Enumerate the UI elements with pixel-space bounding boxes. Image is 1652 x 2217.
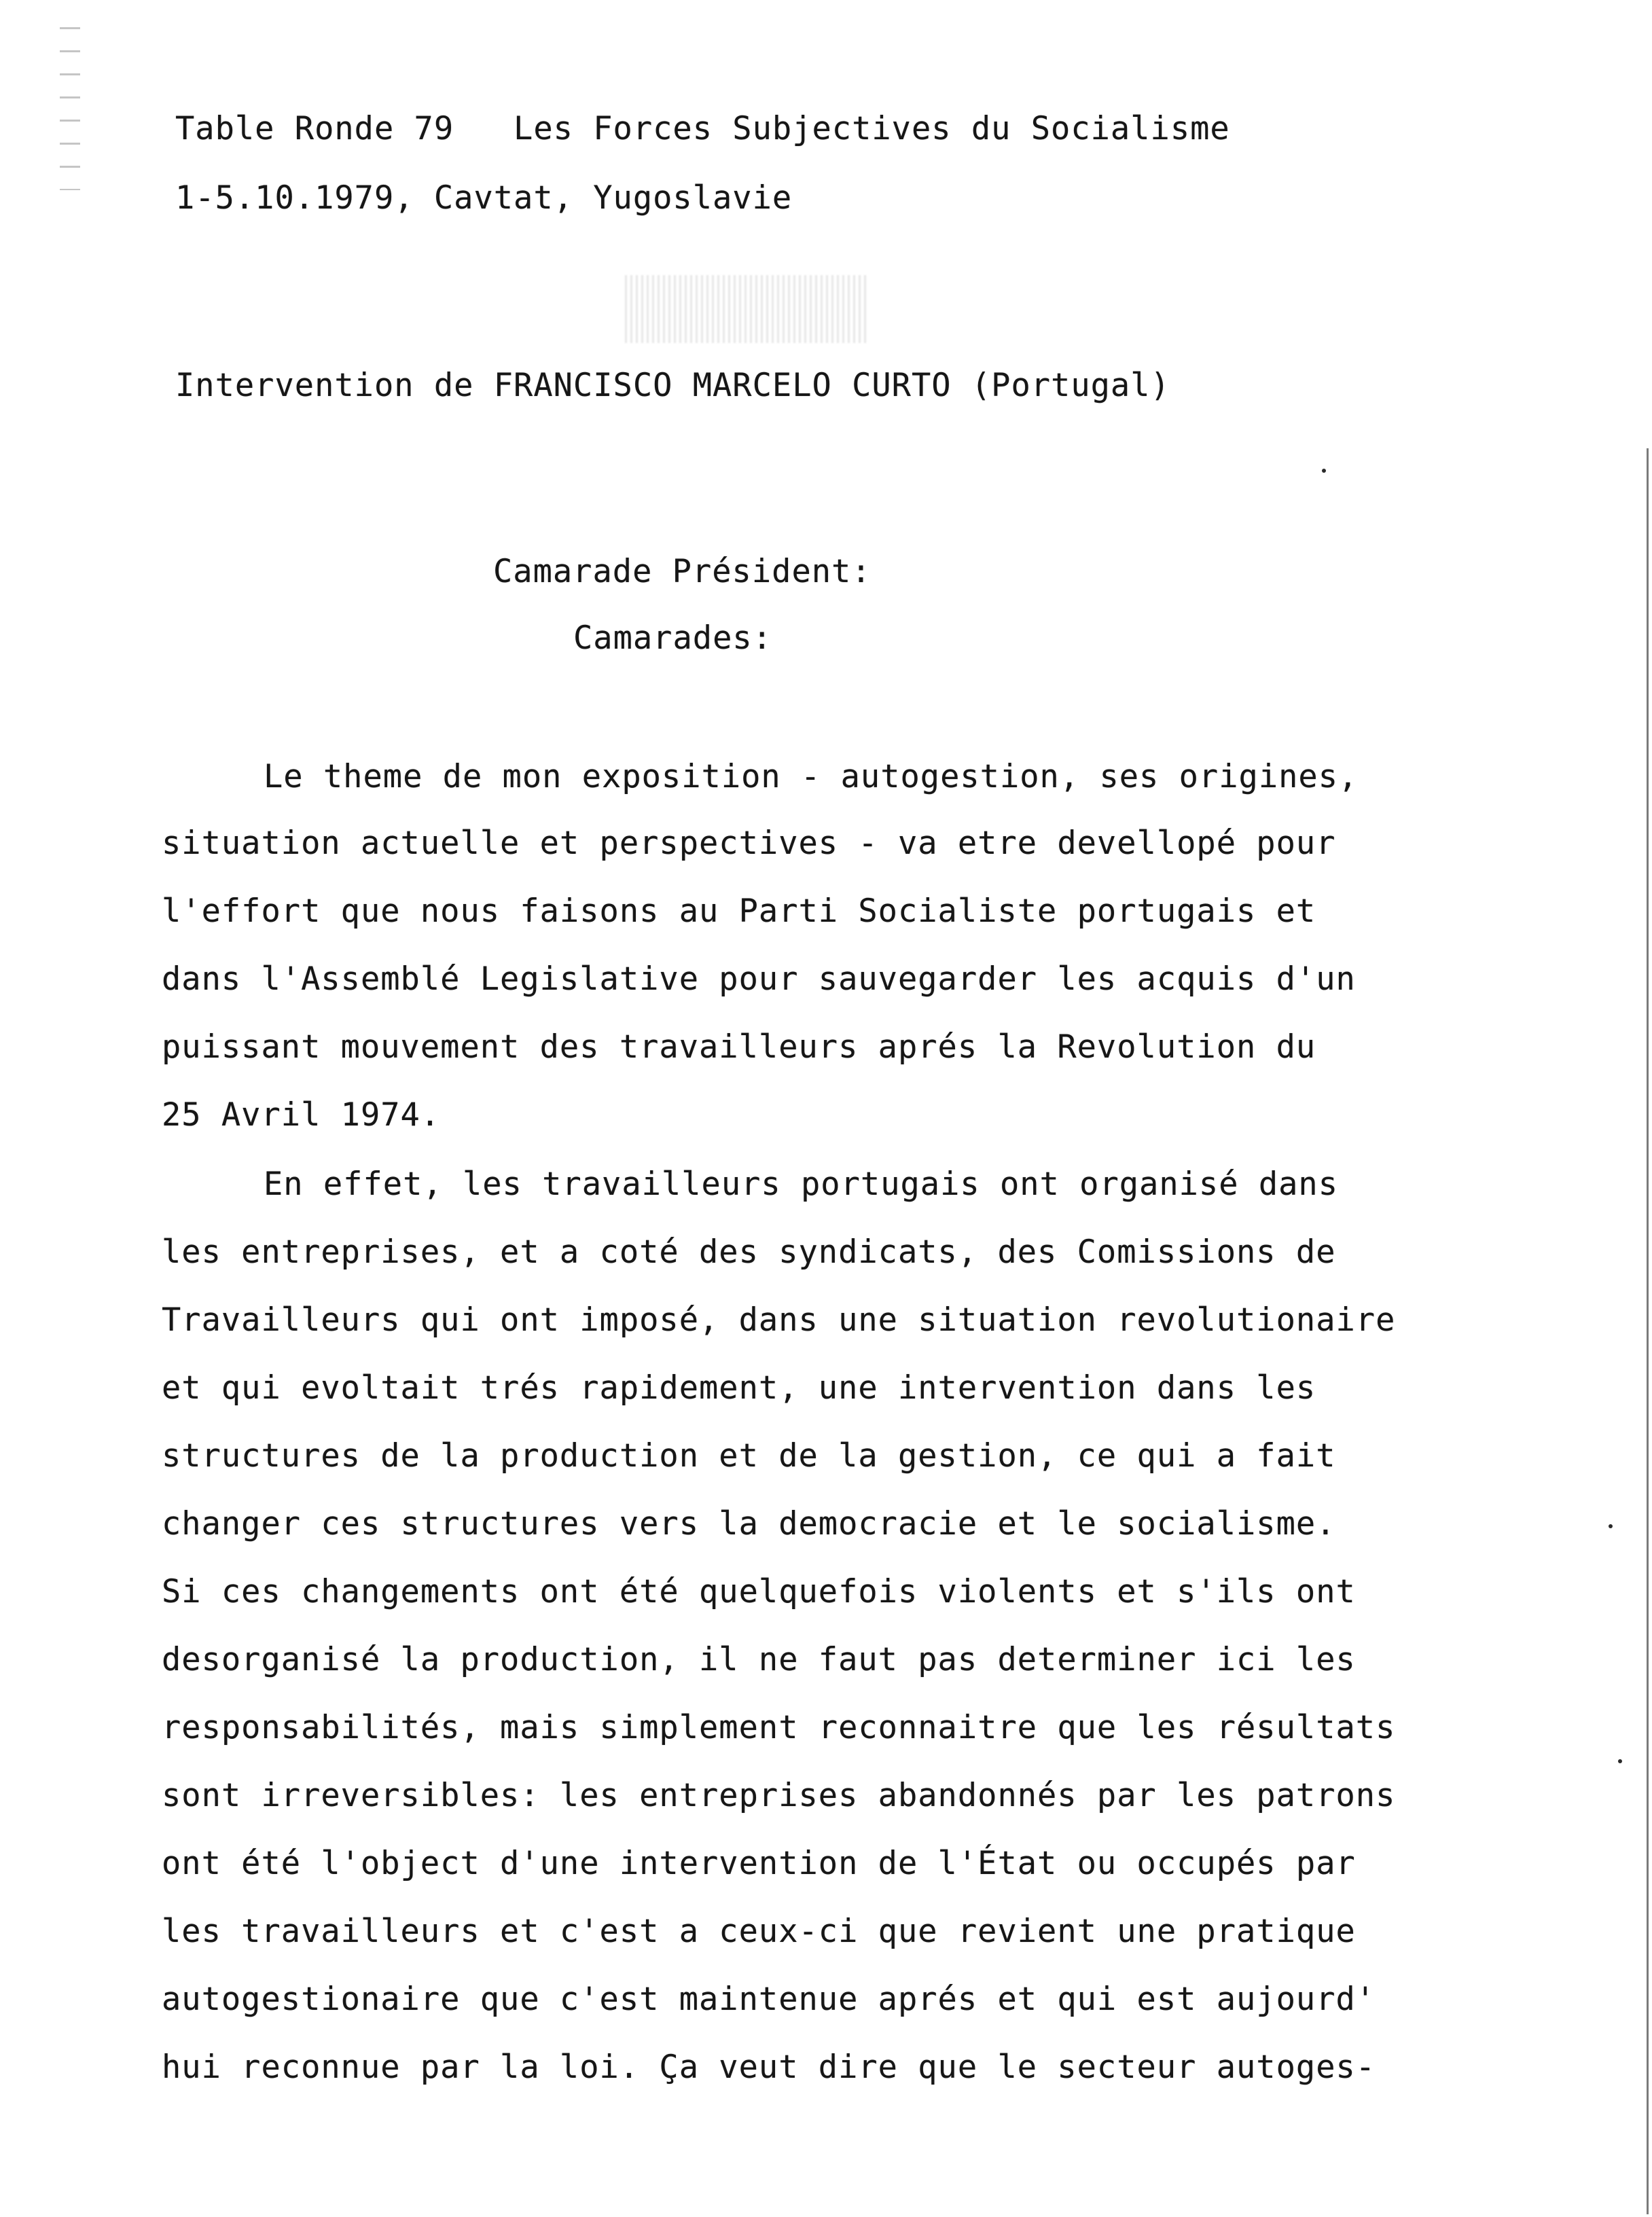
body-line: sont irreversibles: les entreprises abandonnés par les patrons xyxy=(162,1777,1396,1814)
document-header-date-place: 1-5.10.1979, Cavtat, Yugoslavie xyxy=(175,179,793,217)
document-header-title: Table Ronde 79 Les Forces Subjectives du Socialisme xyxy=(175,110,1230,147)
body-line: 25 Avril 1974. xyxy=(162,1096,441,1134)
scan-smudge xyxy=(625,275,869,343)
body-line: ont été l'object d'une intervention de l'État ou occupés par xyxy=(162,1845,1356,1882)
body-line: situation actuelle et perspectives - va etre devellopé pour xyxy=(162,825,1336,862)
body-line: les entreprises, et a coté des syndicats, des Comissions de xyxy=(162,1233,1336,1271)
body-line: desorganisé la production, il ne faut pas determiner ici les xyxy=(162,1641,1356,1678)
body-line: structures de la production et de la gestion, ce qui a fait xyxy=(162,1437,1336,1475)
body-line: les travailleurs et c'est a ceux-ci que revient une pratique xyxy=(162,1913,1356,1950)
scan-page-edge xyxy=(1647,448,1649,2214)
scan-dot xyxy=(1609,1524,1613,1528)
body-line: En effet, les travailleurs portugais ont organisé dans xyxy=(264,1166,1339,1203)
body-line: changer ces structures vers la democracie et le socialisme. xyxy=(162,1505,1336,1543)
body-line: Le theme de mon exposition - autogestion, ses origines, xyxy=(264,758,1359,795)
body-line: puissant mouvement des travailleurs aprés la Revolution du xyxy=(162,1028,1316,1066)
scan-dot xyxy=(1618,1759,1622,1763)
body-line: Travailleurs qui ont imposé, dans une situation revolutionaire xyxy=(162,1301,1396,1339)
body-line: Si ces changements ont été quelquefois violents et s'ils ont xyxy=(162,1573,1356,1610)
body-line: dans l'Assemblé Legislative pour sauvegarder les acquis d'un xyxy=(162,960,1356,998)
body-line: responsabilités, mais simplement reconnaitre que les résultats xyxy=(162,1709,1396,1746)
body-line: l'effort que nous faisons au Parti Socialiste portugais et xyxy=(162,893,1316,930)
intervention-heading: Intervention de FRANCISCO MARCELO CURTO (Portugal) xyxy=(175,367,1170,404)
body-line: hui reconnue par la loi. Ça veut dire que le secteur autoges- xyxy=(162,2049,1376,2086)
salutation-president: Camarade Président: xyxy=(493,553,872,590)
body-line: et qui evoltait trés rapidement, une intervention dans les xyxy=(162,1369,1316,1407)
body-line: autogestionaire que c'est maintenue aprés et qui est aujourd' xyxy=(162,1981,1376,2018)
scan-margin-marks xyxy=(60,27,80,190)
scan-dot xyxy=(1322,469,1326,473)
salutation-comrades: Camarades: xyxy=(573,619,772,657)
